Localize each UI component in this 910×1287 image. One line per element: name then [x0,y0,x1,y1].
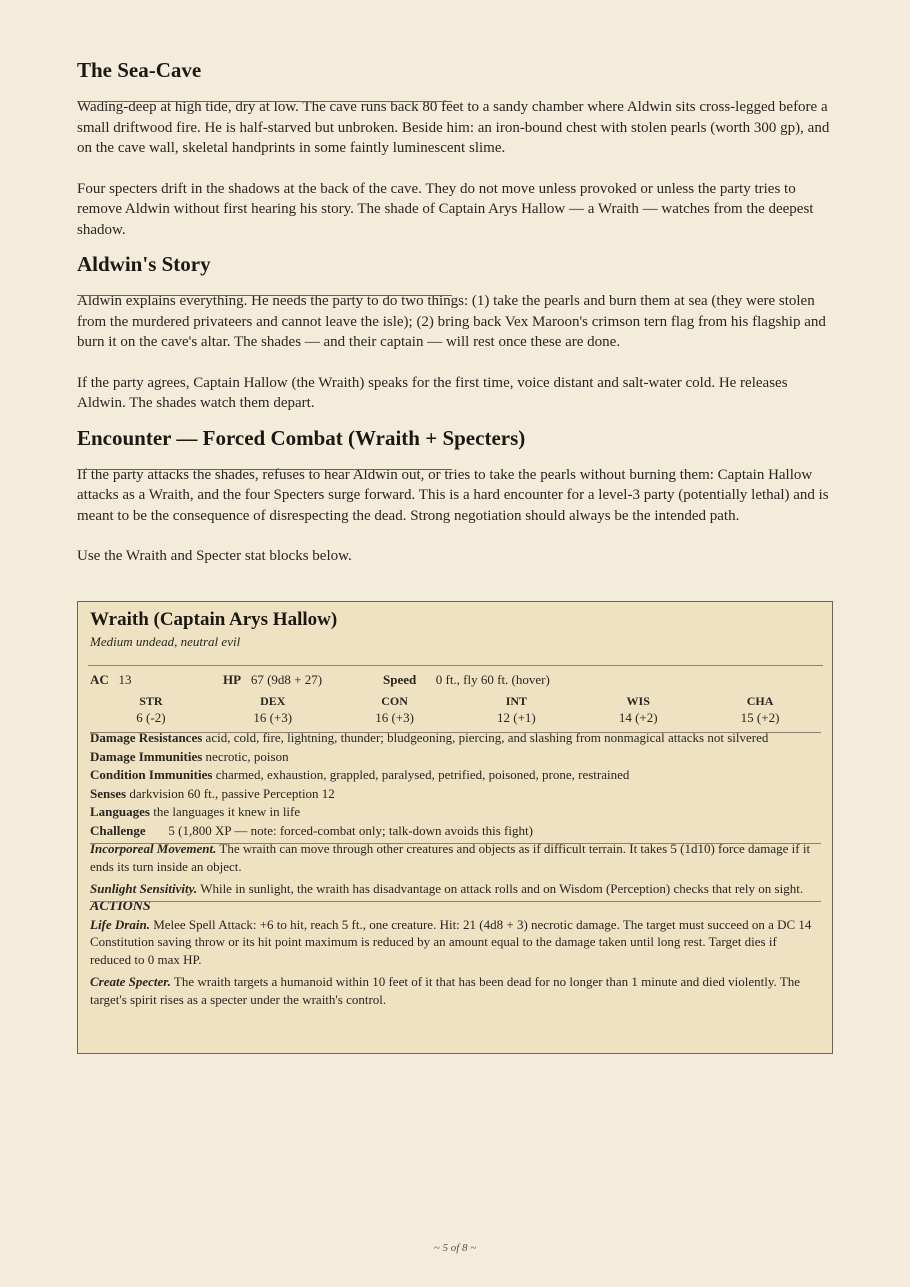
paragraph: If the party attacks the shades, refuses to hear Aldwin out, or tries to take the pearls without burning them: Captain Hallow attacks as a Wraith, and the four Specters surge forward. This is a hard encounter for a level-3 party (potentially lethal) and is meant to be the consequence of disrespecting the dead. Strong negotiation should always be the intended path. [77,465,833,527]
ability-cha: CHA 15 (+2) [740,694,780,725]
challenge: Challenge 5 (1,800 XP — note: forced-combat only; talk-down avoids this fight) [90,822,533,838]
trait-sunlight-sensitivity: Sunlight Sensitivity. While in sunlight, the wraith has disadvantage on attack rolls and on Wisdom (Perception) checks that rely on sight. [90,881,804,896]
paragraph: Aldwin explains everything. He needs the party to do two things: (1) take the pearls and burn them at sea (they were stolen from the murdered privateers and cannot leave the isle); (2) bring back Vex Maroon's crimson tern flag from his flagship and burn it on the cave's altar. The shades — and their captain — will rest once these are done. [77,291,833,353]
paragraph: Four specters drift in the shadows at the back of the cave. They do not move unless provoked or unless the party tries to remove Aldwin without first hearing his story. The shade of Captain Arys Hallow — a Wraith — watches from the deepest shadow. [77,180,814,238]
damage-immunities: Damage Immunities necrotic, poison [90,748,289,764]
senses: Senses darkvision 60 ft., passive Perception 12 [90,785,335,801]
page-content [77,56,833,567]
ability-str: STR 6 (-2) [136,694,166,725]
ac-value: 13 [118,672,132,687]
paragraph: Use the Wraith and Specter stat blocks below. [77,548,352,564]
core-stats-row [90,666,821,693]
ability-dex: DEX 16 (+3) [253,694,293,725]
actions-heading: ACTIONS [90,898,821,916]
ac-label: AC [90,672,109,687]
condition-immunities: Condition Immunities charmed, exhaustion, grappled, paralysed, petrified, poisoned, prone, restrained [90,767,630,782]
ability-wis: WIS 14 (+2) [618,694,658,725]
damage-resistances: Damage Resistances acid, cold, fire, lightning, thunder; bludgeoning, piercing, and slashing from nonmagical attacks not silvered [90,729,821,748]
speed-label: Speed [383,672,417,687]
paragraph: Wading-deep at high tide, dry at low. The cave runs back 80 feet to a sandy chamber where Aldwin sits cross-legged before a small driftwood fire. He is half-starved but unbroken. Beside him: an iron-bound chest with stolen pearls (worth 300 gp), and on the cave wall, skeletal handprints in some faintly luminescent slime. [77,97,833,159]
languages: Languages the languages it knew in life [90,804,301,819]
action-life-drain: Life Drain. Melee Spell Attack: +6 to hit, reach 5 ft., one creature. Hit: 21 (4d8 + 3) necrotic damage. The target must succeed on a DC 14 Constitution saving throw or its hit point maximum is reduced by an amount equal to the damage taken until long rest. Target dies if reduced to 0 max HP. [90,916,812,967]
ability-int: INT 12 (+1) [497,694,536,725]
stat-block-name: Wraith (Captain Arys Hallow) [90,609,338,630]
stat-block-type: Medium undead, neutral evil [90,634,241,649]
hp-value: 67 (9d8 + 27) [250,672,323,687]
ability-con: CON 16 (+3) [375,694,414,725]
paragraph: If the party agrees, Captain Hallow (the Wraith) speaks for the first time, voice distant and salt-water cold. He releases Aldwin. The shades watch them depart. [77,374,788,411]
ability-scores [90,693,821,727]
stat-block [77,601,833,1054]
section-heading: Aldwin's Story [77,252,211,276]
section-heading: The Sea-Cave [77,58,202,82]
trait-incorporeal-movement: Incorporeal Movement. The wraith can move through other creatures and objects as if difficult terrain. It takes 5 (1d10) force damage if it ends its turn inside an object. [90,840,821,875]
speed-value: 0 ft., fly 60 ft. (hover) [435,672,550,687]
action-create-specter: Create Specter. The wraith targets a humanoid within 10 feet of it that has been dead for no longer than 1 minute and died violently. The target's spirit rises as a specter under the wraith's control. [90,974,801,1007]
page-number: ~ 5 of 8 ~ [433,1242,477,1254]
section-heading: Encounter — Forced Combat (Wraith + Specters) [77,425,526,450]
hp-label: HP [223,672,242,687]
